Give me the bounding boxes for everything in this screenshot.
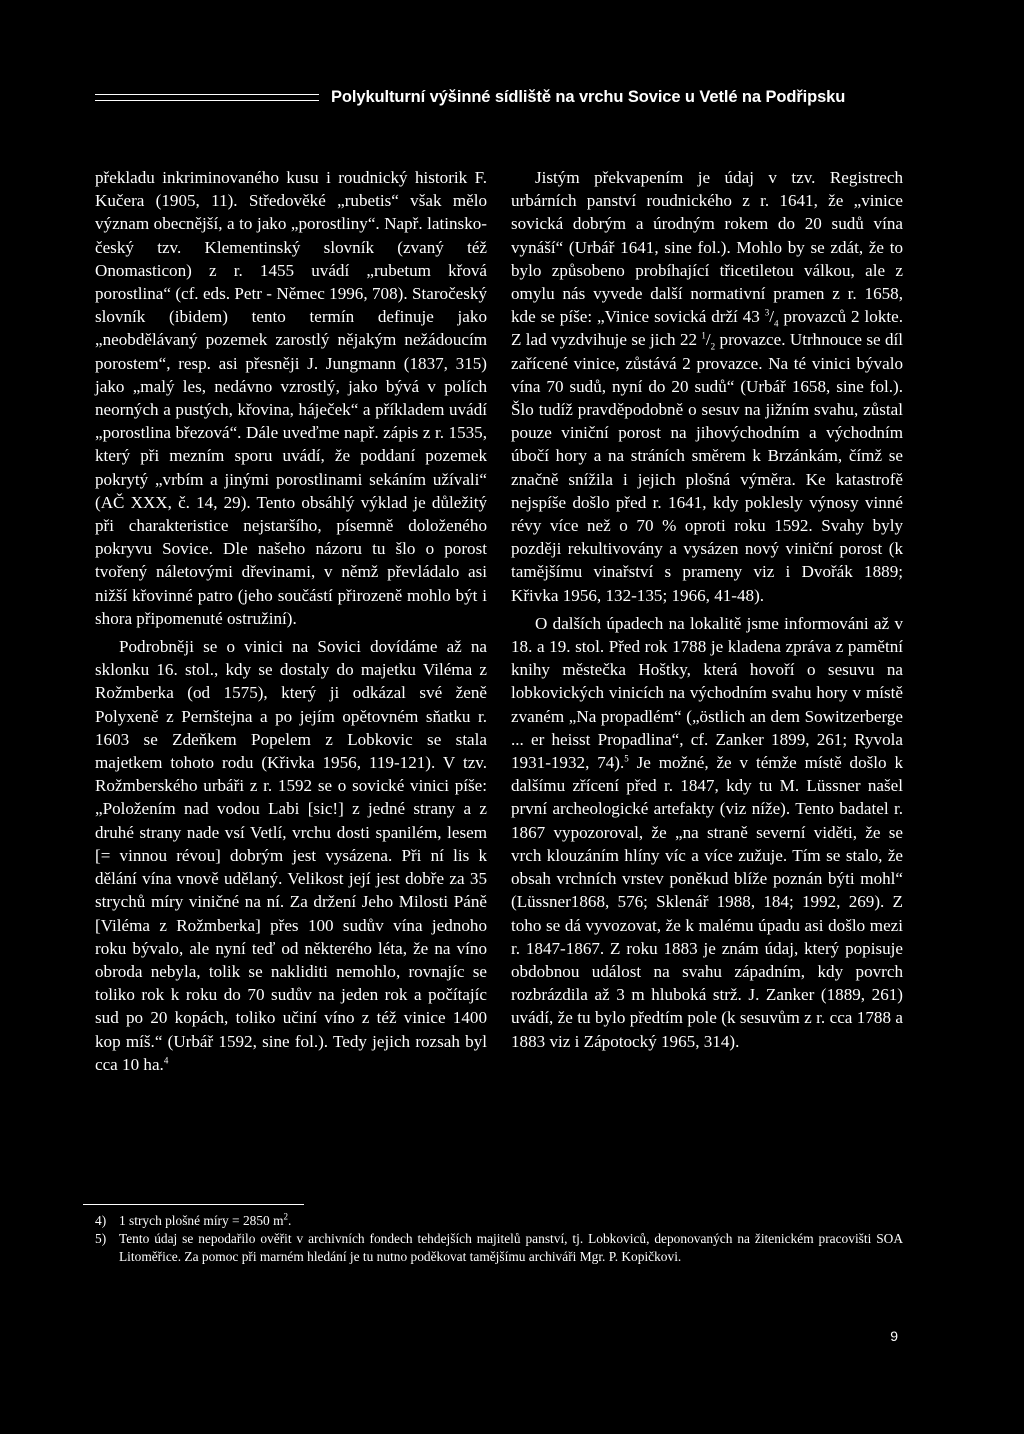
footnote-4-tail: . [288,1213,292,1228]
footnote-4-text: 1 strych plošné míry = 2850 m [119,1213,284,1228]
right-p2-text-a: O dalších úpadech na lokalitě jsme informováni až v 18. a 19. stol. Před rok 1788 je kladena zpráva z pamětní knihy městečka Hoštky, která hovoří o sesuvu na lobkovických vinicích na východním svahu hory v místě zvaném „Na propadlém“ („östlich an dem Sowitzerberge ... er heisst Propadlina“, cf. Zanker 1899, 261; Ryvola 1931-1932, 74). [511,613,903,773]
right-p1-text-c: provazce. Utrhnouce se díl zařícené vinice, zůstává 2 provazce. Na té vinici bývalo vína 70 sudů, nyní do 20 sudů“ (Urbář 1658, sine fol.). Šlo tudíž pravděpodobně o sesuv na jižním svahu, zůstal pouze viniční porost na jihovýchodním a východním úbočí hory a na stráních směrem k Brzánkám, čímž se značně snížila i jejich plošná výměra. Ke katastrofě nejspíše došlo před r. 1641, kdy poklesly výnosy vinné révy více než o 70 % oproti roku 1592. Svahy byly později rekultivovány a vysázen nový viniční porost (k tamějšímu vinařství s prameny viz i Dvořák 1889; Křivka 1956, 132-135; 1966, 41-48). [511,330,904,605]
fraction-2-numerator: 1 [701,330,706,341]
left-column [95,166,487,1206]
footnote-text: Tento údaj se nepodařilo ověřit v archivních fondech tehdejších majitelů panství, tj. Lobkoviců, deponovaných na žitenickém pracovišti SOA Litoměřice. Za pomoc při marném hledání je tu nutno poděkovat tamějšímu archiváři Mgr. P. Kopičkovi. [119,1231,903,1264]
footnote-ref-5: 5 [624,753,629,764]
footnote-number: 4) [95,1213,107,1228]
right-paragraph-1: Jistým překvapením je údaj v tzv. Registrech urbárních panství roudnického z r. 1641, že „vinice sovická dobrým a úrodným rokem do 20 sudů vína vynáší“ (Urbář 1641, sine fol.). Mohlo by se zdát, že to bylo způsobeno probíhající třicetiletou válkou, ale z omylu nás vyvede další normativní pramen z r. 1658, kde se píše: „Vinice sovická drží 43 $^3/_4$ provazců 2 lokte. Z lad vyzdvihuje se jich 22 $^1/_2$ provazce. Utrhnouce se díl zařícené vinice, zůstává 2 provazce. Na té vinici bývalo vína 70 sudů, nyní do 20 sudů“ (Urbář 1658, sine fol.). Šlo tudíž pravděpodobně o sesuv na jižním svahu, zůstal pouze viniční porost na jihovýchodním a východním úbočí hory a na stráních směrem k Brzánkám, čímž se značně snížila i jejich plošná výměra. Ke katastrofě nejspíše došlo před r. 1641, kdy poklesly výnosy vinné révy více než o 70 % oproti roku 1592. Svahy byly později rekultivovány a vysázen nový viniční porost (k tamějšímu vinařství s prameny viz i Dvořák 1889; Křivka 1956, 132-135; 1966, 41-48). [511,168,904,605]
footnote-number: 5) [95,1231,107,1246]
fraction-1-denominator: 4 [774,318,779,329]
page-number: 9 [890,1328,898,1344]
fraction-1-numerator: 3 [764,307,770,318]
right-column [511,166,903,1206]
right-p1-text-b: provazců 2 lokte. Z lad vyzdvihuje se jich 22 [511,307,903,350]
footnote-text [119,1212,903,1230]
fraction-2-denominator: 2 [710,341,716,352]
header-rule [95,94,319,101]
left-paragraph-1: překladu inkriminovaného kusu i roudnický historik F. Kučera (1905, 11). Středověké „rubetis“ však mělo význam obecnější, a to jako „porostliny“. Např. latinsko-český tzv. Klementinský slovník (zvaný též Onomasticon) z r. 1455 uvádí „rubetum křová porostlina“ (cf. eds. Petr - Němec 1996, 708). Staročeský slovník (ibidem) tento termín definuje jako „neobdělávaný pozemek zarostlý nějakým nežádoucím porostem“, resp. asi přesněji J. Jungmann (1837, 315) jako „malý les, nedávno vzrostlý, jako bývá v polích neorných a pustých, křovina, háječek“ a příkladem uvádí „porostlina březová“. Dále uveďme např. zápis z r. 1535, který při mezním sporu uvádí, že poddaní pozemek pokrytý „vrbím a jinými porostlinami sekáním užívali“ (AČ XXX, č. 14, 29). Tento obsáhlý výklad je důležitý při charakteristice nejstaršího, písemně doloženého pokryvu Sovice. Dle našeho názoru tu šlo o porost tvořený náletovými dřevinami, v němž převládalo asi nižší křovinné patro (jeho součástí přirozeně mohlo být i shora připomenuté ostružiní). [95,168,487,628]
footnote-5 [95,1230,903,1266]
right-p1-text-a: Jistým překvapením je údaj v tzv. Registrech urbárních panství roudnického z r. 1641, že „vinice sovická dobrým a úrodným rokem do 20 sudů vína vynáší“ (Urbář 1641, sine fol.). Mohlo by se zdát, že to bylo způsobeno probíhající třicetiletou válkou, ale z omylu nás vyvede další normativní pramen z r. 1658, kde se píše: „Vinice sovická drží 43 [511,168,903,327]
running-title: Polykulturní výšinné sídliště na vrchu Sovice u Vetlé na Podřipsku [331,88,846,106]
running-header [95,88,903,107]
right-p2-text-b: Je možné, že v témže místě došlo k dalšímu zřícení před r. 1847, kdy tu M. Lüssner našel první archeologické artefakty (viz níže). Tento badatel r. 1867 vypozoroval, že „na straně severní viděti, že se vrch klouzáním hlíny víc a více zužuje. Tím se stalo, že obsah vrchních vrstev poněkud blíže poznán býti mohl“ (Lüssner1868, 576; Sklenář 1988, 184; 1992, 269). Z toho se dá vyvozovat, že k malému úpadu asi došlo mezi r. 1847-1867. Z roku 1883 je znám údaj, který popisuje obdobnou událost na svahu západním, kdy povrch rozbrázdila až 3 m hluboká strž. J. Zanker (1889, 261) uvádí, že tu bylo předtím pole (k sesuvům z r. cca 1788 a 1883 viz i Zápotocký 1965, 314). [511,753,903,1051]
left-paragraph-2-text: Podrobněji se o vinici na Sovici dovídáme až na sklonku 16. stol., kdy se dostaly do majetku Viléma z Rožmberka (od 1575), který ji odkázal své ženě Polyxeně z Pernštejna a po jejím opětovném sňatku r. 1603 se Zdeňkem Popelem z Lobkovic se stala majetkem tohoto rodu (Křivka 1956, 119-121). V tzv. Rožmberského urbáři z r. 1592 se o sovické vinici píše: „Položením nad vodou Labi [sic!] z jedné strany a z druhé strany nade vsí Vetlí, vrchu dosti spanilém, lesem [= vinnou révou] dobrým jest vysázena. Při ní lis k dělání vína vnově udělaný. Velikost její jest dobře za 35 strychů míry viničné na ní. Za držení Jeho Milosti Páně [Viléma z Rožmberka] přes 100 sudův vína jednoho roku bývalo, ale nyní teď od některého léta, že na víno obroda nebyla, tolik se nakliditi nemohlo, rovnajíc se toliko rok k roku do 70 sudův na jeden rok a počítajíc sud po 20 kopách, toliko učiní víno z též vinice 1400 kop míš.“ (Urbář 1592, sine fol.). Tedy jejich rozsah byl cca 10 ha. [95,637,487,1074]
footnote-rule [83,1204,304,1205]
footnotes [95,1212,903,1266]
left-paragraph-2 [95,635,487,1076]
right-paragraph-2 [511,612,903,1053]
square-superscript: 2 [283,1211,289,1222]
footnote-4 [95,1212,903,1230]
footnote-ref-4: 4 [163,1055,169,1066]
body-columns [95,166,903,1206]
